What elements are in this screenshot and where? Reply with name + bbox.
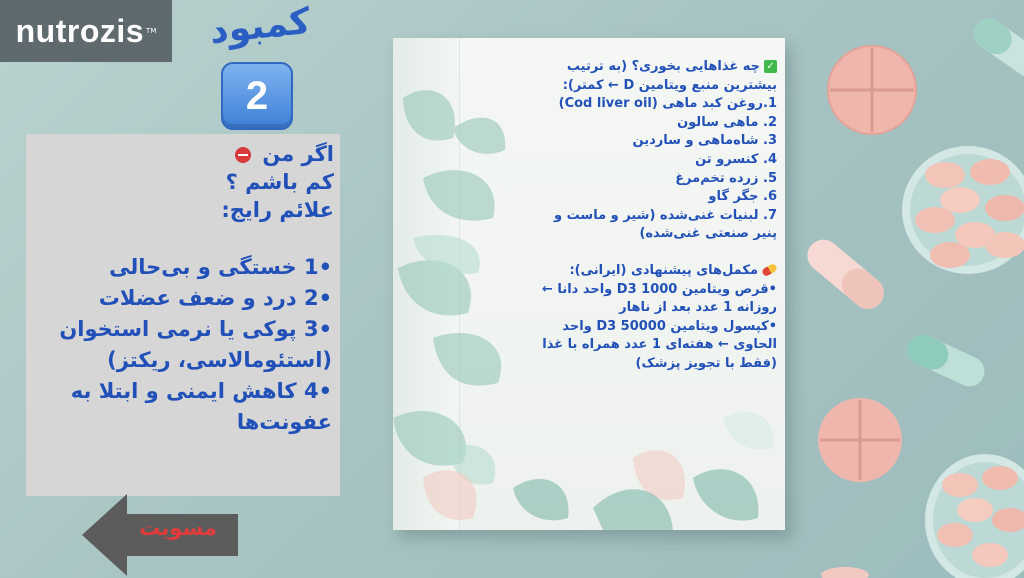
brand-trademark: TM xyxy=(146,27,157,35)
pill-icon xyxy=(761,263,778,277)
no-entry-icon xyxy=(235,147,251,163)
brand-logo xyxy=(0,0,172,62)
symptom-item: •3 پوکی یا نرمی استخوان xyxy=(59,317,332,341)
info-paper xyxy=(393,38,785,530)
symptom-item: •1 خستگی و بی‌حالی xyxy=(109,255,332,279)
tablet-top xyxy=(828,46,916,134)
symptoms-panel xyxy=(26,134,340,496)
symptoms-heading-line3: علائم رایج: xyxy=(221,198,334,222)
supplement-line: الحاوی ← هفته‌ای 1 عدد همراه با غذا xyxy=(542,337,777,353)
pill-bowl-bottom xyxy=(925,454,1024,578)
supplement-line: (فقط با تجویز پزشک) xyxy=(635,355,777,371)
symptoms-heading-line1 xyxy=(36,140,334,168)
tablet-bottom-edge xyxy=(821,567,869,578)
symptom-item: •4 کاهش ایمنی و ابتلا به xyxy=(70,379,332,403)
paper-text-block xyxy=(505,58,777,374)
food-item: 6. جگر گاو xyxy=(708,189,777,205)
tablet-bottom xyxy=(818,398,902,482)
pill-bowl-top xyxy=(902,146,1024,274)
food-item: 1.روغن کبد ماهی (Cod liver oil) xyxy=(558,96,777,112)
number-badge: 2 xyxy=(221,62,293,130)
food-item: پنیر صنعتی غنی‌شده) xyxy=(639,226,777,242)
symptoms-heading-text: اگر من xyxy=(262,142,334,166)
check-mark-icon: ✓ xyxy=(764,60,777,73)
food-item: 5. زرده تخم‌مرغ xyxy=(675,170,777,186)
food-item: 2. ماهی سالون xyxy=(677,114,777,130)
capsule-middle xyxy=(801,233,891,315)
spacer xyxy=(36,224,334,252)
supplements-heading-text: مکمل‌های پیشنهادی (ایرانی): xyxy=(569,262,758,278)
food-item: 3. شاه‌ماهی و ساردین xyxy=(632,133,777,149)
supplement-line: •قرص ویتامین D3 1000 واحد دانا ← xyxy=(542,281,777,297)
food-heading-line2: بیشترین منبع ویتامین D ← کمتر): xyxy=(562,77,777,93)
capsule-top-right xyxy=(968,13,1024,83)
spacer xyxy=(505,244,777,262)
food-item: 4. کنسرو تن xyxy=(695,151,777,167)
prev-nav-label[interactable]: مسویت xyxy=(139,516,217,540)
supplements-heading xyxy=(505,262,777,281)
food-heading-line1 xyxy=(505,58,777,77)
food-item: 7. لبنیات غنی‌شده (شیر و ماست و xyxy=(554,207,777,223)
symptoms-heading-line2: کم باشم ؟ xyxy=(225,170,334,194)
brand-name: nutrozis xyxy=(15,12,145,49)
supplement-line: •کپسول ویتامین D3 50000 واحد xyxy=(562,318,777,334)
symptom-item: عفونت‌ها xyxy=(236,410,332,434)
supplement-line: روزانه 1 عدد بعد از ناهار xyxy=(619,300,777,316)
symptom-item: (استئومالاسی، ریکتز) xyxy=(107,348,332,372)
symptom-item: •2 درد و ضعف عضلات xyxy=(98,286,332,310)
deficiency-title: کمبود xyxy=(207,0,313,53)
capsule-teal xyxy=(902,330,989,392)
food-heading-text: چه غذاهایی بخوری؟ (به ترتیب xyxy=(566,59,760,74)
